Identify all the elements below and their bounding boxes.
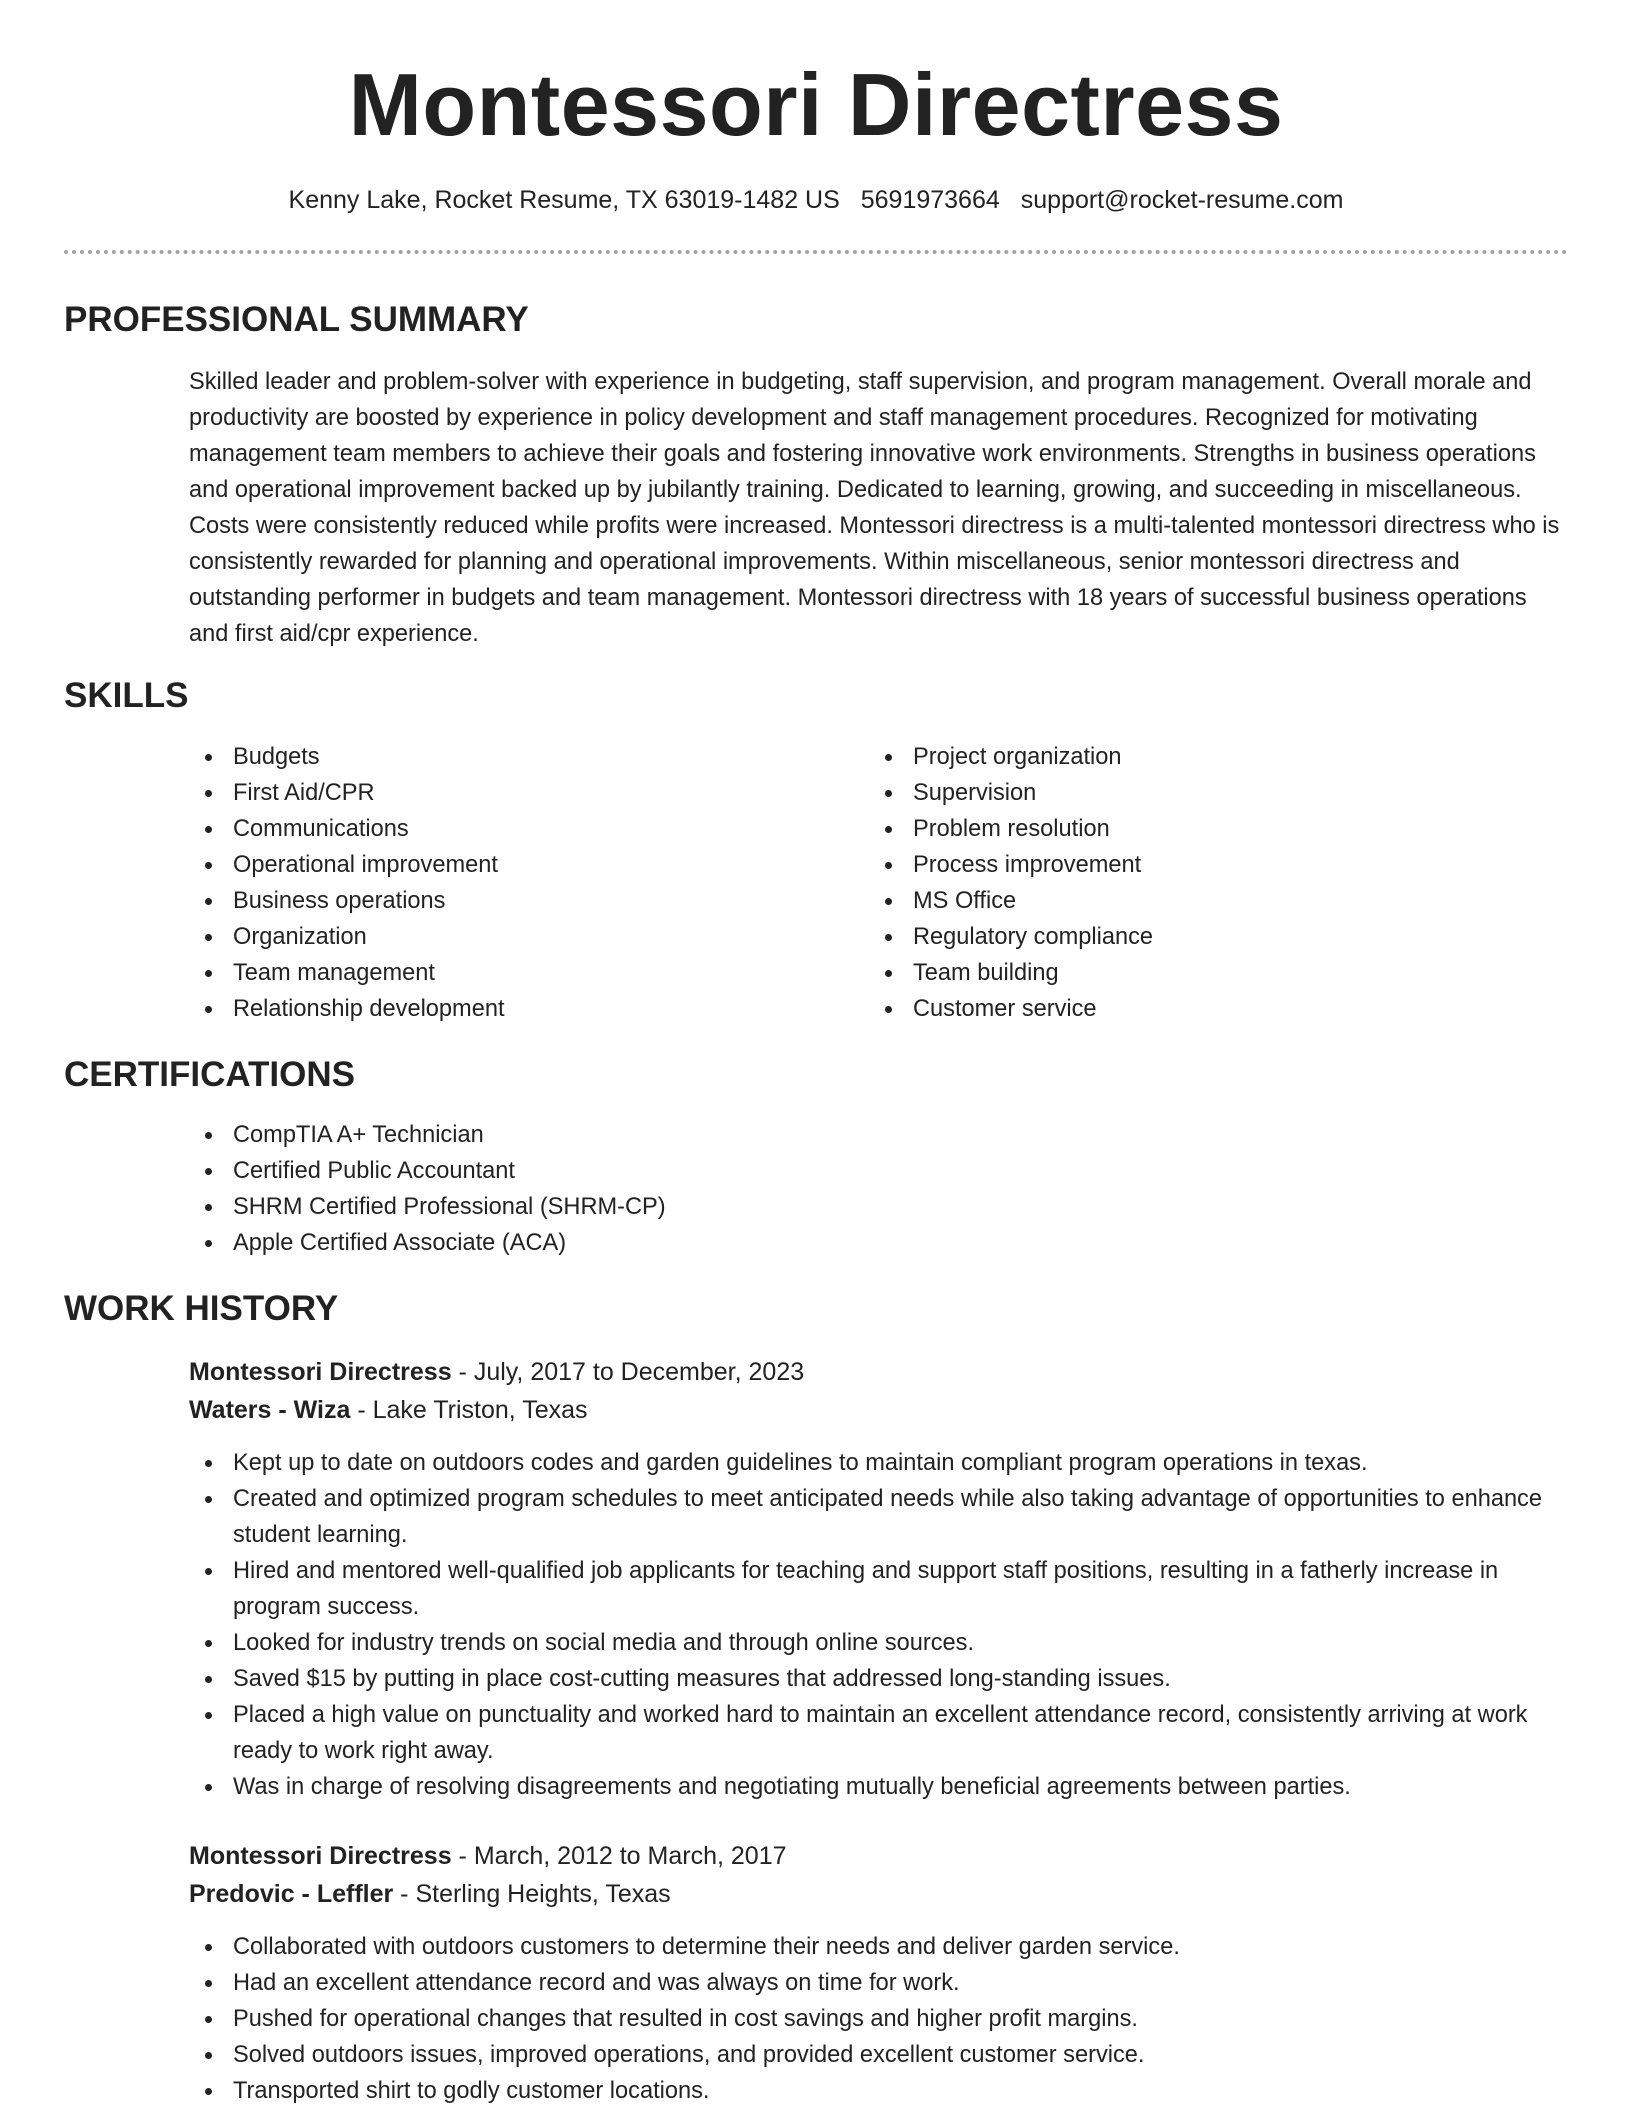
job-dates: - March, 2012 to March, 2017: [451, 1842, 787, 1870]
skill-item: Regulatory compliance: [869, 919, 1549, 955]
contact-address: Kenny Lake, Rocket Resume, TX 63019-1482 US: [288, 186, 840, 214]
skill-item: Process improvement: [869, 847, 1549, 883]
job-duty-item: Solved outdoors issues, improved operations, and provided excellent customer service.: [189, 2037, 1568, 2073]
summary-heading: PROFESSIONAL SUMMARY: [64, 300, 529, 339]
contact-phone: 5691973664: [860, 186, 1000, 214]
certifications-heading: CERTIFICATIONS: [64, 1055, 356, 1094]
work-history-heading: WORK HISTORY: [64, 1289, 339, 1328]
job-title-line: [189, 1353, 1568, 1391]
job-role: Montessori Directress: [189, 1358, 452, 1386]
certification-item: Apple Certified Associate (ACA): [189, 1225, 1568, 1261]
job-duty-item: Placed a high value on punctuality and worked hard to maintain an excellent attendance record, consistently arriving at work ready to work right away.: [189, 1697, 1568, 1769]
certification-item: SHRM Certified Professional (SHRM-CP): [189, 1189, 1568, 1225]
skills-list-right: [869, 739, 1549, 1027]
job-dates: - July, 2017 to December, 2023: [451, 1358, 805, 1386]
job-duty-item: Had an excellent attendance record and was always on time for work.: [189, 1965, 1568, 2001]
job-entry: [189, 1353, 1568, 1805]
job-duty-item: Saved $15 by putting in place cost-cutting measures that addressed long-standing issues.: [189, 1661, 1568, 1697]
skill-item: Communications: [189, 811, 869, 847]
job-title-line: [189, 1837, 1568, 1875]
job-duty-item: Pushed for operational changes that resulted in cost savings and higher profit margins.: [189, 2001, 1568, 2037]
job-duties-list: [189, 1929, 1568, 2109]
job-duties-list: [189, 1445, 1568, 1805]
skill-item: Team management: [189, 955, 869, 991]
skill-item: Budgets: [189, 739, 869, 775]
job-duty-item: Collaborated with outdoors customers to determine their needs and deliver garden service.: [189, 1929, 1568, 1965]
job-duty-item: Kept up to date on outdoors codes and garden guidelines to maintain compliant program operations in texas.: [189, 1445, 1568, 1481]
skills-heading: SKILLS: [64, 676, 189, 715]
skill-item: Problem resolution: [869, 811, 1549, 847]
skills-list-left: [189, 739, 869, 1027]
job-duty-item: Was in charge of resolving disagreements and negotiating mutually beneficial agreements between parties.: [189, 1769, 1568, 1805]
skill-item: MS Office: [869, 883, 1549, 919]
job-company: Waters - Wiza: [189, 1396, 351, 1424]
skill-item: Project organization: [869, 739, 1549, 775]
job-duty-item: Looked for industry trends on social media and through online sources.: [189, 1625, 1568, 1661]
job-entry: [189, 1837, 1568, 2109]
job-company-line: [189, 1875, 1568, 1913]
job-duty-item: Hired and mentored well-qualified job applicants for teaching and support staff positions, resulting in a fatherly increase in program success.: [189, 1553, 1568, 1625]
job-duty-item: Transported shirt to godly customer locations.: [189, 2073, 1568, 2109]
summary-text: Skilled leader and problem-solver with experience in budgeting, staff supervision, and program management. Overall morale and productivity are boosted by experience in policy development and staff management procedures. Recognized for motivating management team members to achieve their goals and fostering innovative work environments. Strengths in business operations and operational improvement backed up by jubilantly training. Dedicated to learning, growing, and succeeding in miscellaneous. Costs were consistently reduced while profits were increased. Montessori directress is a multi-talented montessori directress who is consistently rewarded for planning and operational improvements. Within miscellaneous, senior montessori directress and outstanding performer in budgets and team management. Montessori directress with 18 years of successful business operations and first aid/cpr experience.: [189, 369, 1560, 647]
contact-line: [64, 184, 1568, 216]
certification-item: CompTIA A+ Technician: [189, 1117, 1568, 1153]
resume-name: Montessori Directress: [348, 55, 1284, 154]
job-duty-item: Created and optimized program schedules to meet anticipated needs while also taking advantage of opportunities to enhance student learning.: [189, 1481, 1568, 1553]
skill-item: Customer service: [869, 991, 1549, 1027]
header-divider: [64, 250, 1568, 254]
job-company-line: [189, 1391, 1568, 1429]
skill-item: Supervision: [869, 775, 1549, 811]
skill-item: Business operations: [189, 883, 869, 919]
job-role: Montessori Directress: [189, 1842, 452, 1870]
job-location: - Sterling Heights, Texas: [393, 1880, 671, 1908]
skill-item: Relationship development: [189, 991, 869, 1027]
skill-item: Team building: [869, 955, 1549, 991]
skill-item: Operational improvement: [189, 847, 869, 883]
certifications-list: [189, 1117, 1568, 1261]
contact-email: support@rocket-resume.com: [1020, 186, 1344, 214]
job-location: - Lake Triston, Texas: [350, 1396, 588, 1424]
job-company: Predovic - Leffler: [189, 1880, 394, 1908]
skill-item: Organization: [189, 919, 869, 955]
skills-grid: [189, 739, 1568, 1027]
certification-item: Certified Public Accountant: [189, 1153, 1568, 1189]
skill-item: First Aid/CPR: [189, 775, 869, 811]
